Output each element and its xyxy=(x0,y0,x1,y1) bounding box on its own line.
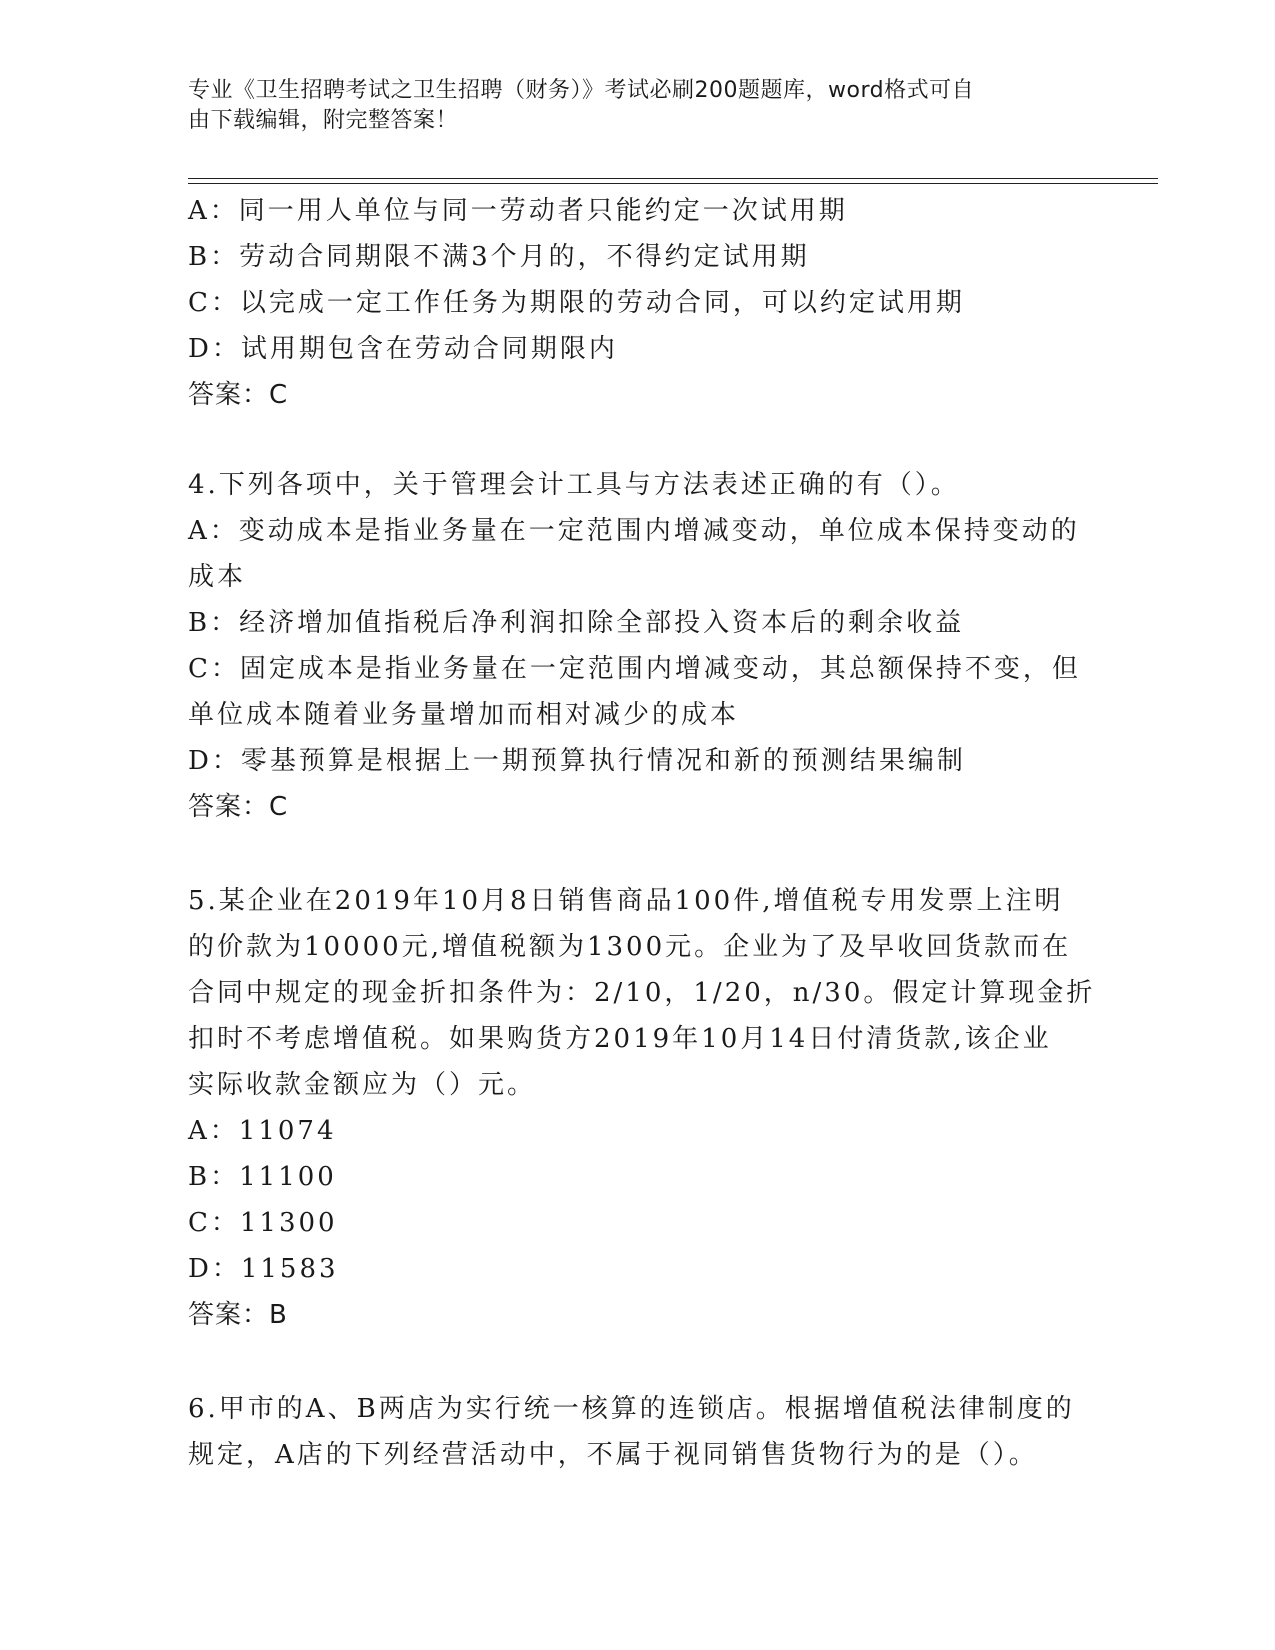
answer: 答案：B xyxy=(188,1300,288,1330)
option-c: C：11300 xyxy=(188,1208,338,1238)
question-stem: 的价款为10000元,增值税额为1300元。企业为了及早收回货款而在 xyxy=(188,932,1072,962)
option-b: B：11100 xyxy=(188,1162,337,1192)
header-line-1: 专业《卫生招聘考试之卫生招聘（财务）》考试必刷200题题库，word格式可自 xyxy=(188,78,975,103)
option-c: C：以完成一定工作任务为期限的劳动合同，可以约定试用期 xyxy=(188,288,965,318)
option-a: A：11074 xyxy=(188,1116,337,1146)
answer: 答案：C xyxy=(188,792,289,822)
question-6 xyxy=(188,1386,1088,1478)
option-d: D：试用期包含在劳动合同期限内 xyxy=(188,334,618,364)
option-a-cont: 成本 xyxy=(188,562,247,592)
question-stem: 4.下列各项中，关于管理会计工具与方法表述正确的有（）。 xyxy=(188,470,960,500)
option-b: B：经济增加值指税后净利润扣除全部投入资本后的剩余收益 xyxy=(188,608,965,638)
option-d: D：11583 xyxy=(188,1254,339,1284)
option-a: A：同一用人单位与同一劳动者只能约定一次试用期 xyxy=(188,196,848,226)
header-rule-bottom xyxy=(188,183,1158,184)
answer: 答案：C xyxy=(188,380,289,410)
header-rule-top xyxy=(188,178,1158,179)
document-header xyxy=(188,76,1088,136)
question-stem: 6.甲市的A、B两店为实行统一核算的连锁店。根据增值税法律制度的 xyxy=(188,1394,1075,1424)
question-stem: 扣时不考虑增值税。如果购货方2019年10月14日付清货款,该企业 xyxy=(188,1024,1052,1054)
question-4 xyxy=(188,462,1088,830)
option-a: A：变动成本是指业务量在一定范围内增减变动，单位成本保持变动的 xyxy=(188,516,1080,546)
header-line-2: 由下载编辑，附完整答案！ xyxy=(188,108,459,133)
question-stem: 实际收款金额应为（）元。 xyxy=(188,1070,537,1100)
option-c-cont: 单位成本随着业务量增加而相对减少的成本 xyxy=(188,700,740,730)
question-stem: 规定，A店的下列经营活动中，不属于视同销售货物行为的是（）。 xyxy=(188,1440,1038,1470)
question-stem: 合同中规定的现金折扣条件为：2/10，1/20，n/30。假定计算现金折 xyxy=(188,978,1096,1008)
question-stem: 5.某企业在2019年10月8日销售商品100件,增值税专用发票上注明 xyxy=(188,886,1064,916)
option-b: B：劳动合同期限不满3个月的，不得约定试用期 xyxy=(188,242,810,272)
question-3 xyxy=(188,188,1088,418)
option-c: C：固定成本是指业务量在一定范围内增减变动，其总额保持不变，但 xyxy=(188,654,1081,684)
option-d: D：零基预算是根据上一期预算执行情况和新的预测结果编制 xyxy=(188,746,966,776)
question-list xyxy=(188,188,1096,1478)
question-5 xyxy=(188,878,1096,1338)
